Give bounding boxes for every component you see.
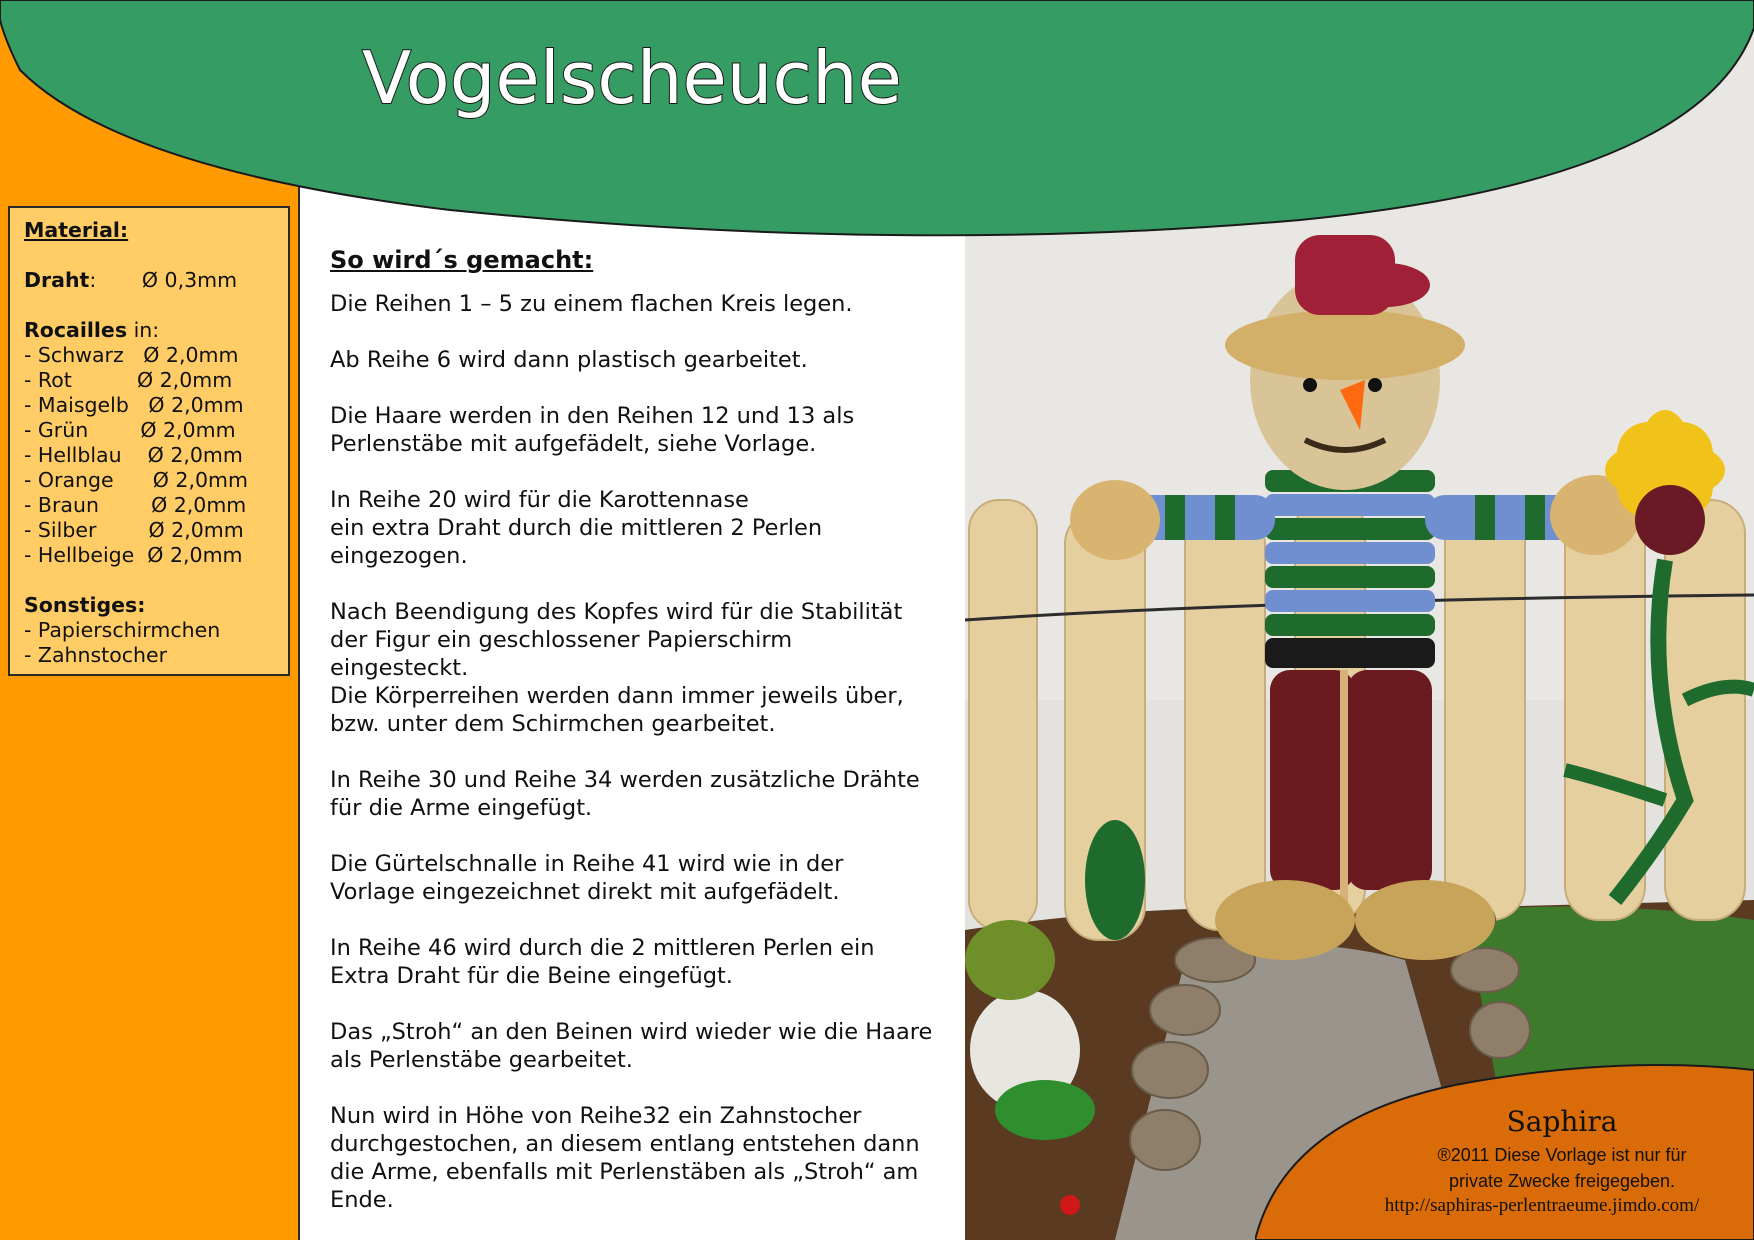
material-box [8,206,290,676]
instruction-paragraph: Nach Beendigung des Kopfes wird für die Stabilität der Figur ein geschlossener Papierschirm eingesteckt. Die Körperreihen werden dann immer jeweils über, bzw. unter dem Schirmchen gearbeitet. [330,599,904,737]
bead-item: - Braun Ø 2,0mm [24,493,247,517]
sonstiges-heading: Sonstiges: [24,593,146,617]
sonstiges-item: - Zahnstocher [24,643,168,667]
page-title: Vogelscheuche [362,36,902,120]
sonstiges-item: - Papierschirmchen [24,618,221,642]
instructions [330,246,960,1242]
instruction-paragraph: Die Haare werden in den Reihen 12 und 13 als Perlenstäbe mit aufgefädelt, siehe Vorlage. [330,403,855,457]
website-url[interactable]: http://saphiras-perlentraeume.jimdo.com/ [1384,1195,1700,1216]
rocailles-label: Rocailles [24,318,128,342]
material-heading: Material: [24,218,129,242]
bead-item: - Orange Ø 2,0mm [24,468,248,492]
instruction-paragraph: Die Reihen 1 – 5 zu einem flachen Kreis legen. [330,291,853,317]
instruction-paragraph: Ab Reihe 6 wird dann plastisch gearbeitet. [330,347,808,373]
instructions-heading: So wird´s gemacht: [330,246,594,274]
draht-value: : Ø 0,3mm [89,268,238,292]
copyright-note-line1: ®2011 Diese Vorlage ist nur für [1437,1145,1687,1165]
bead-item: - Rot Ø 2,0mm [24,368,233,392]
rocailles-suffix: in: [127,318,160,342]
instruction-paragraph: In Reihe 46 wird durch die 2 mittleren Perlen ein Extra Draht für die Beine eingefügt. [330,935,875,989]
instruction-paragraph: Das „Stroh“ an den Beinen wird wieder wie die Haare als Perlenstäbe gearbeitet. [330,1019,933,1073]
instruction-paragraph: Die Gürtelschnalle in Reihe 41 wird wie in der Vorlage eingezeichnet direkt mit aufgefädelt. [330,851,844,905]
credit-block [1290,1104,1754,1220]
draht-row [24,268,274,293]
instruction-paragraph: Nun wird in Höhe von Reihe32 ein Zahnstocher durchgestochen, an diesem entlang entstehen dann die Arme, ebenfalls mit Perlenstäben als „Stroh“ am Ende. [330,1103,920,1213]
bead-item: - Hellblau Ø 2,0mm [24,443,243,467]
bead-item: - Grün Ø 2,0mm [24,418,236,442]
copyright-note-line2: private Zwecke freigegeben. [1448,1171,1676,1191]
instruction-paragraph: In Reihe 30 und Reihe 34 werden zusätzliche Drähte für die Arme eingefügt. [330,767,920,821]
signature: Saphira [1506,1105,1618,1138]
bead-item: - Maisgelb Ø 2,0mm [24,393,244,417]
draht-label: Draht [24,268,90,292]
bead-item: - Schwarz Ø 2,0mm [24,343,239,367]
bead-item: - Hellbeige Ø 2,0mm [24,543,243,567]
rocailles-row [24,318,274,343]
instruction-paragraph: In Reihe 20 wird für die Karottennase ein extra Draht durch die mittleren 2 Perlen eingezogen. [330,487,823,569]
bead-item: - Silber Ø 2,0mm [24,518,244,542]
